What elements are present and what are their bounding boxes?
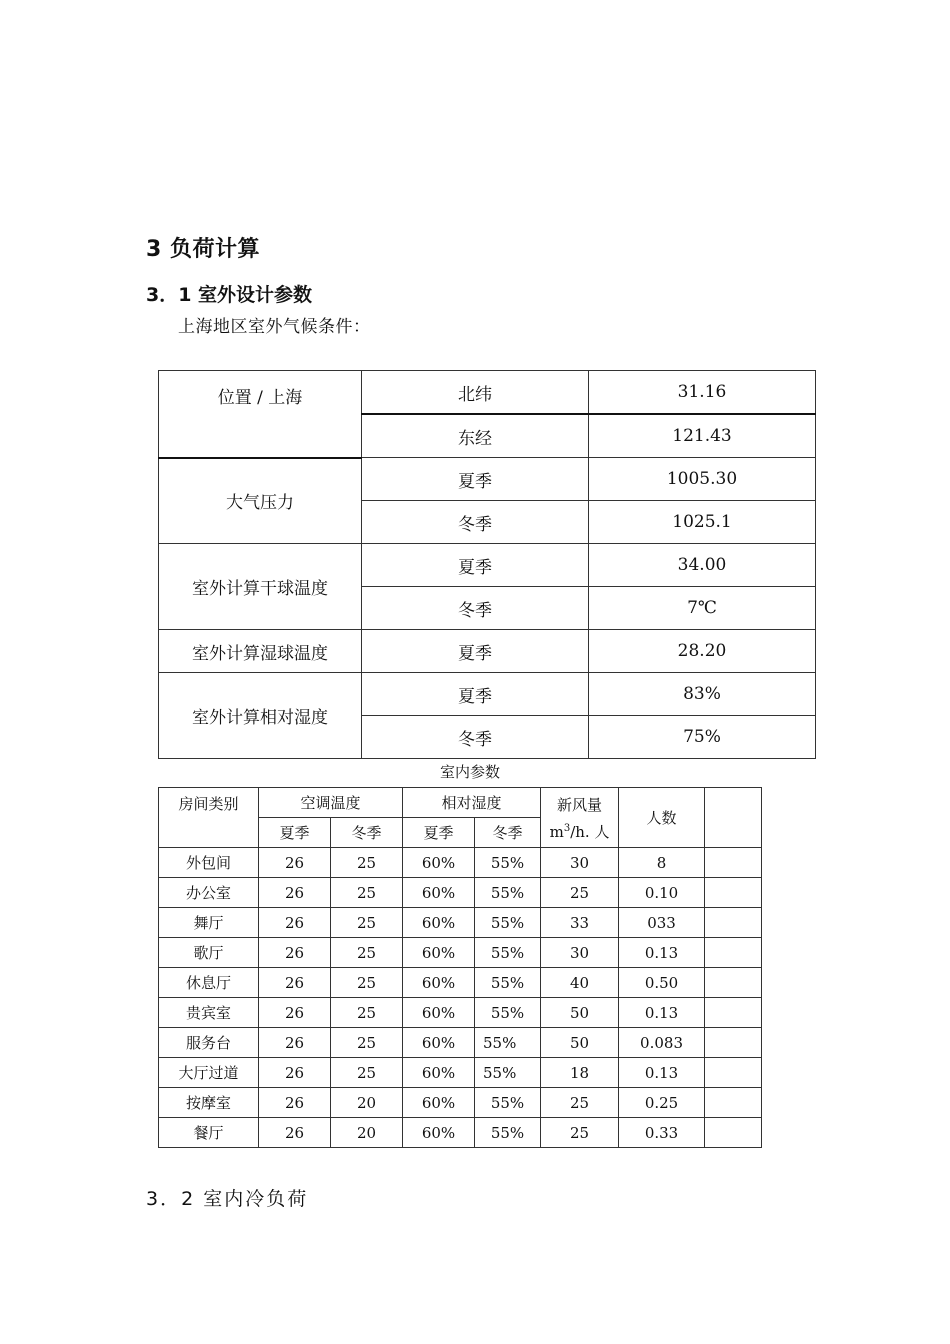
- cell-drybulb-summer: 34.00: [589, 544, 816, 587]
- cell-fresh-air: 40: [541, 968, 619, 998]
- header-temp: 空调温度: [259, 788, 403, 818]
- cell-pressure-summer-label: 夏季: [362, 458, 589, 501]
- cell-people: 0.50: [619, 968, 705, 998]
- cell-temp-winter: 25: [331, 1058, 403, 1088]
- cell-drybulb: 室外计算干球温度: [159, 544, 362, 630]
- header-fresh-air-label: 新风量: [557, 795, 603, 814]
- cell-rh-winter: 55%: [475, 1118, 541, 1148]
- cell-rh-winter-label: 冬季: [362, 716, 589, 759]
- table-row: [159, 938, 762, 968]
- indoor-table-caption: 室内参数: [440, 763, 501, 781]
- cell-lat-label: 北纬: [362, 371, 589, 415]
- cell-wetbulb-summer: 28.20: [589, 630, 816, 673]
- cell-pressure-summer: 1005.30: [589, 458, 816, 501]
- cell-temp-winter: 20: [331, 1118, 403, 1148]
- table-row: [159, 998, 762, 1028]
- cell-people: 0.25: [619, 1088, 705, 1118]
- header-temp-summer: 夏季: [259, 818, 331, 848]
- cell-room: 办公室: [159, 878, 259, 908]
- header-fresh-air-unit: $m^3/h$. 人: [549, 822, 610, 841]
- cell-people: 0.13: [619, 938, 705, 968]
- cell-pressure-winter-label: 冬季: [362, 501, 589, 544]
- cell-temp-summer: 26: [259, 908, 331, 938]
- cell-rh-winter: 75%: [589, 716, 816, 759]
- cell-blank: [705, 1028, 762, 1058]
- cell-rh-winter: 55%: [475, 1088, 541, 1118]
- indoor-table-body: [159, 848, 762, 1148]
- cell-temp-winter: 25: [331, 1028, 403, 1058]
- section-title: 3 负荷计算: [146, 237, 260, 262]
- cell-room: 休息厅: [159, 968, 259, 998]
- cell-temp-winter: 25: [331, 908, 403, 938]
- header-rh-summer: 夏季: [403, 818, 475, 848]
- cell-fresh-air: 25: [541, 1088, 619, 1118]
- cell-temp-winter: 20: [331, 1088, 403, 1118]
- cell-people: 0.13: [619, 1058, 705, 1088]
- cell-rh-winter: 55%: [475, 968, 541, 998]
- cell-lon-label: 东经: [362, 414, 589, 458]
- header-fresh-air: [541, 788, 619, 848]
- cell-rh: 室外计算相对湿度: [159, 673, 362, 759]
- cell-blank: [705, 848, 762, 878]
- cell-fresh-air: 25: [541, 878, 619, 908]
- header-temp-winter: 冬季: [331, 818, 403, 848]
- table-row: [159, 1118, 762, 1148]
- cell-blank: [705, 1058, 762, 1088]
- cell-fresh-air: 18: [541, 1058, 619, 1088]
- cell-temp-summer: 26: [259, 878, 331, 908]
- cell-blank: [705, 1088, 762, 1118]
- cell-temp-winter: 25: [331, 968, 403, 998]
- cell-rh-winter: 55%: [475, 938, 541, 968]
- header-blank: [705, 788, 762, 848]
- subsection-title-cooling: 3．2 室内冷负荷: [146, 1188, 309, 1210]
- subsection-title-outdoor: 3．1 室外设计参数: [146, 284, 313, 306]
- cell-lon-value: 121.43: [589, 414, 816, 458]
- cell-temp-summer: 26: [259, 848, 331, 878]
- cell-fresh-air: 33: [541, 908, 619, 938]
- cell-people: 0.083: [619, 1028, 705, 1058]
- cell-drybulb-summer-label: 夏季: [362, 544, 589, 587]
- cell-people: 0.33: [619, 1118, 705, 1148]
- cell-people: 8: [619, 848, 705, 878]
- cell-lat-value: 31.16: [589, 371, 816, 415]
- cell-rh-winter: 55%: [475, 1058, 541, 1088]
- cell-pressure: 大气压力: [159, 458, 362, 544]
- table-row: [159, 878, 762, 908]
- cell-fresh-air: 30: [541, 938, 619, 968]
- cell-rh-summer: 60%: [403, 1088, 475, 1118]
- cell-temp-summer: 26: [259, 968, 331, 998]
- cell-rh-summer-label: 夏季: [362, 673, 589, 716]
- cell-rh-summer: 60%: [403, 938, 475, 968]
- cell-blank: [705, 968, 762, 998]
- cell-room: 歌厅: [159, 938, 259, 968]
- cell-temp-summer: 26: [259, 1088, 331, 1118]
- table-row: [159, 1058, 762, 1088]
- cell-pressure-winter: 1025.1: [589, 501, 816, 544]
- cell-wetbulb-summer-label: 夏季: [362, 630, 589, 673]
- cell-fresh-air: 30: [541, 848, 619, 878]
- cell-temp-summer: 26: [259, 938, 331, 968]
- cell-temp-summer: 26: [259, 1118, 331, 1148]
- intro-text: 上海地区室外气候条件：: [178, 317, 371, 337]
- cell-blank: [705, 998, 762, 1028]
- cell-rh-winter: 55%: [475, 878, 541, 908]
- cell-rh-summer: 60%: [403, 998, 475, 1028]
- cell-rh-winter: 55%: [475, 908, 541, 938]
- cell-fresh-air: 50: [541, 998, 619, 1028]
- header-people: 人数: [619, 788, 705, 848]
- cell-room: 服务台: [159, 1028, 259, 1058]
- cell-temp-summer: 26: [259, 998, 331, 1028]
- header-rh-winter: 冬季: [475, 818, 541, 848]
- cell-temp-summer: 26: [259, 1028, 331, 1058]
- indoor-params-table: [158, 787, 762, 1148]
- cell-temp-winter: 25: [331, 998, 403, 1028]
- header-rh: 相对湿度: [403, 788, 541, 818]
- cell-temp-summer: 26: [259, 1058, 331, 1088]
- cell-temp-winter: 25: [331, 878, 403, 908]
- cell-drybulb-winter-label: 冬季: [362, 587, 589, 630]
- table-row: [159, 848, 762, 878]
- cell-temp-winter: 25: [331, 938, 403, 968]
- cell-people: 033: [619, 908, 705, 938]
- cell-blank: [705, 878, 762, 908]
- cell-people: 0.10: [619, 878, 705, 908]
- cell-blank: [705, 1118, 762, 1148]
- table-row: [159, 1028, 762, 1058]
- cell-fresh-air: 25: [541, 1118, 619, 1148]
- cell-rh-summer: 60%: [403, 848, 475, 878]
- cell-rh-summer: 60%: [403, 1118, 475, 1148]
- cell-blank: [705, 938, 762, 968]
- cell-room: 餐厅: [159, 1118, 259, 1148]
- cell-rh-winter: 55%: [475, 848, 541, 878]
- cell-wetbulb: 室外计算湿球温度: [159, 630, 362, 673]
- cell-rh-summer: 60%: [403, 1058, 475, 1088]
- cell-room: 舞厅: [159, 908, 259, 938]
- cell-temp-winter: 25: [331, 848, 403, 878]
- table-row: [159, 908, 762, 938]
- cell-rh-winter: 55%: [475, 998, 541, 1028]
- cell-rh-summer: 60%: [403, 878, 475, 908]
- cell-room: 按摩室: [159, 1088, 259, 1118]
- cell-rh-summer: 83%: [589, 673, 816, 716]
- cell-rh-summer: 60%: [403, 968, 475, 998]
- cell-room: 贵宾室: [159, 998, 259, 1028]
- cell-location: 位置 / 上海: [159, 371, 362, 458]
- cell-people: 0.13: [619, 998, 705, 1028]
- cell-room: 外包间: [159, 848, 259, 878]
- cell-room: 大厅过道: [159, 1058, 259, 1088]
- table-row: [159, 968, 762, 998]
- header-room: 房间类别: [159, 788, 259, 848]
- cell-fresh-air: 50: [541, 1028, 619, 1058]
- cell-rh-winter: 55%: [475, 1028, 541, 1058]
- cell-blank: [705, 908, 762, 938]
- table-row: [159, 1088, 762, 1118]
- cell-rh-summer: 60%: [403, 1028, 475, 1058]
- cell-rh-summer: 60%: [403, 908, 475, 938]
- cell-drybulb-winter: 7℃: [589, 587, 816, 630]
- outdoor-params-table: [158, 370, 816, 759]
